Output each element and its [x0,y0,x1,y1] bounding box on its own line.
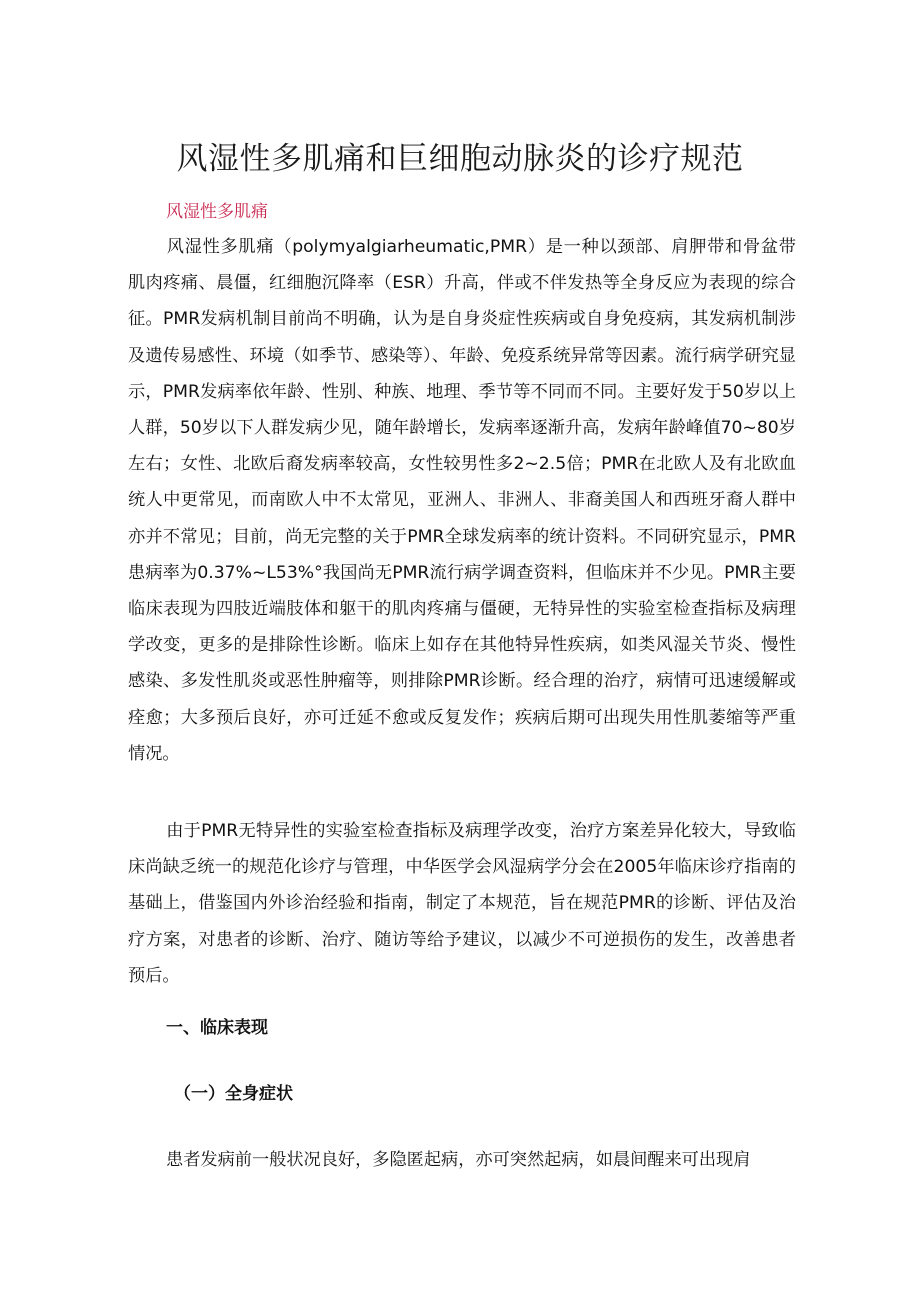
paragraph-text: 由于PMR无特异性的实验室检查指标及病理学改变，治疗方案差异化较大，导致临床尚缺乏统一的规范化诊疗与管理，中华医学会风湿病学分会在2005年临床诊疗指南的基础上，借鉴国内外诊治经验和指南，制定了本规范，旨在规范PMR的诊断、评估及治疗方案，对患者的诊断、治疗、随访等给予建议，以减少不可逆损伤的发生，改善患者预后。 [128,821,796,986]
heading-systemic-symptoms: （一）全身症状 [174,1084,293,1104]
paragraph-purpose [128,813,796,994]
paragraph-intro [128,229,796,772]
section-title: 风湿性多肌痛 [166,202,268,222]
paragraph-systemic-symptoms: 患者发病前一般状况良好，多隐匿起病，亦可突然起病，如晨间醒来可出现肩 [166,1150,751,1170]
heading-clinical-manifestations: 一、临床表现 [166,1018,268,1038]
paragraph-text: 风湿性多肌痛（polymyalgiarheumatic,PMR）是一种以颈部、肩胛带和骨盆带肌肉疼痛、晨僵，红细胞沉降率（ESR）升高，伴或不伴发热等全身反应为表现的综合征。PMR发病机制目前尚不明确，认为是自身炎症性疾病或自身免疫病，其发病机制涉及遗传易感性、环境（如季节、感染等）、年龄、免疫系统异常等因素。流行病学研究显示，PMR发病率依年龄、性别、种族、地理、季节等不同而不同。主要好发于50岁以上人群，50岁以下人群发病少见，随年龄增长，发病率逐渐升高，发病年龄峰值70~80岁左右；女性、北欧后裔发病率较高，女性较男性多2~2.5倍；PMR在北欧人及有北欧血统人中更常见，而南欧人中不太常见，亚洲人、非洲人、非裔美国人和西班牙裔人群中亦并不常见；目前，尚无完整的关于PMR全球发病率的统计资料。不同研究显示，PMR患病率为0.37%~L53%°我国尚无PMR流行病学调查资料，但临床并不少见。PMR主要临床表现为四肢近端肢体和躯干的肌肉疼痛与僵硬，无特异性的实验室检查指标及病理学改变，更多的是排除性诊断。临床上如存在其他特异性疾病，如类风湿关节炎、慢性感染、多发性肌炎或恶性肿瘤等，则排除PMR诊断。经合理的治疗，病情可迅速缓解或痊愈；大多预后良好，亦可迁延不愈或反复发作；疾病后期可出现失用性肌萎缩等严重情况。 [128,237,796,764]
document-title: 风湿性多肌痛和巨细胞动脉炎的诊疗规范 [176,141,744,177]
